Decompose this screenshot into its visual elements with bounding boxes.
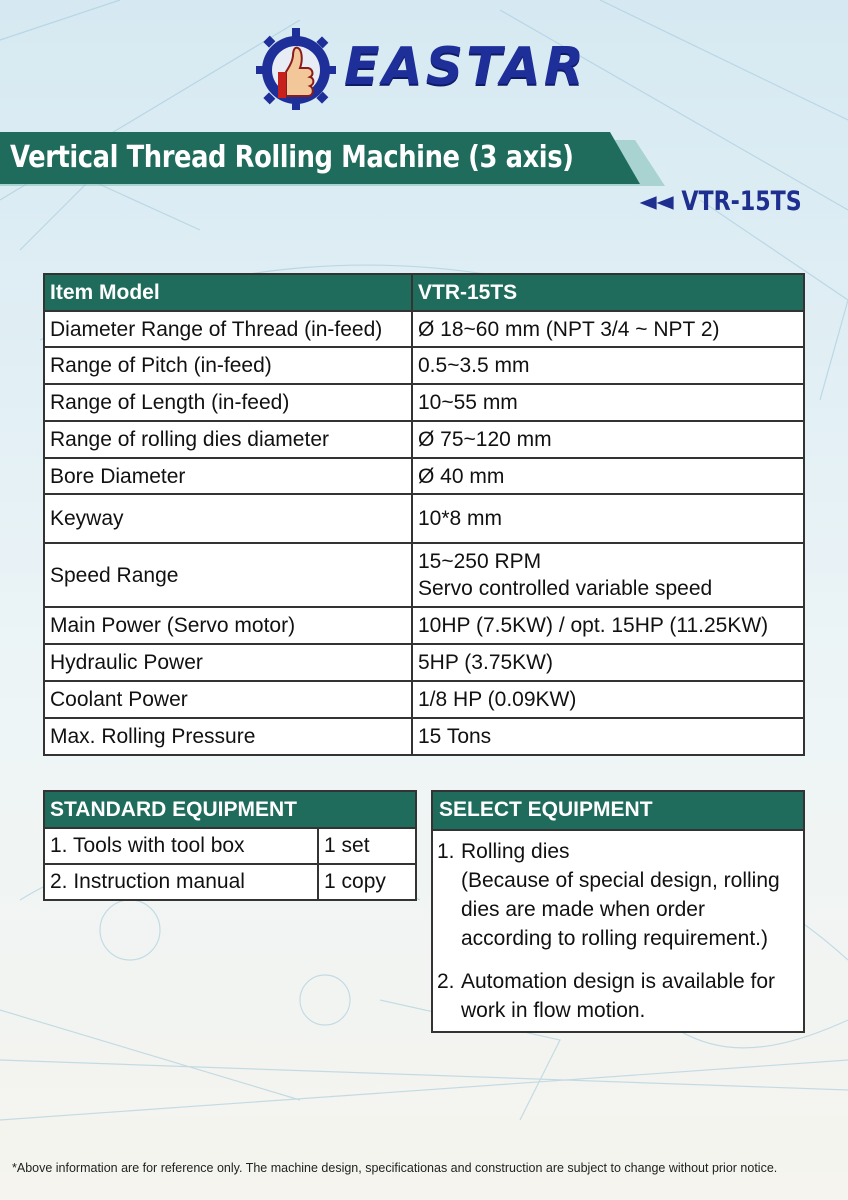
spec-value: Ø 75~120 mm [412,421,804,458]
table-row [44,864,416,900]
table-row [44,347,804,384]
spec-label: Range of Length (in-feed) [44,384,412,421]
equipment-qty: 1 set [318,828,416,864]
table-row [44,458,804,494]
list-number: 2. [437,970,455,993]
table-row [44,607,804,644]
table-row [44,421,804,458]
spec-value: 10HP (7.5KW) / opt. 15HP (11.25KW) [412,607,804,644]
select-item-text: Rolling dies [461,840,570,863]
spec-label: Speed Range [44,543,412,607]
spec-value-line: Servo controlled variable speed [418,577,713,600]
select-item-text: Automation design is available for work in flow motion. [461,970,776,1022]
spec-table [43,273,805,756]
spec-value: 10*8 mm [412,494,804,543]
standard-equipment-title: STANDARD EQUIPMENT [44,791,416,828]
spec-value: 10~55 mm [412,384,804,421]
thumbs-up-gear-icon [256,22,336,112]
spec-label: Hydraulic Power [44,644,412,681]
list-item [437,837,797,953]
table-row [44,543,804,607]
spec-label: Main Power (Servo motor) [44,607,412,644]
table-row [44,494,804,543]
select-equipment-title: SELECT EQUIPMENT [433,792,803,831]
spec-header-row [44,274,804,311]
spec-header-model: VTR-15TS [412,274,804,311]
list-number: 1. [437,840,455,863]
table-row [44,681,804,718]
spec-label: Diameter Range of Thread (in-feed) [44,311,412,347]
spec-label: Coolant Power [44,681,412,718]
equipment-qty: 1 copy [318,864,416,900]
select-item-note: (Because of special design, rolling dies are made when order according to rolling requirement.) [461,869,780,950]
select-equipment-list [433,831,803,1031]
spec-value: 5HP (3.75KW) [412,644,804,681]
list-item [437,967,797,1025]
table-row [44,828,416,864]
spec-label: Range of Pitch (in-feed) [44,347,412,384]
table-row [44,311,804,347]
page-title: Vertical Thread Rolling Machine (3 axis) [10,140,574,175]
spec-value [412,543,804,607]
spec-header-item: Item Model [44,274,412,311]
equipment-item: 1. Tools with tool box [44,828,318,864]
logo-wordmark: EASTAR [344,37,587,97]
eastar-logo [256,22,601,112]
table-row [44,644,804,681]
spec-value-line: 15~250 RPM [418,550,542,573]
spec-label: Range of rolling dies diameter [44,421,412,458]
standard-equipment-table [43,790,417,901]
table-row [44,384,804,421]
disclaimer: *Above information are for reference only. The machine design, specificationas and construction are subject to change without prior notice. [12,1161,778,1175]
spec-value: Ø 40 mm [412,458,804,494]
spec-label: Max. Rolling Pressure [44,718,412,755]
spec-label: Keyway [44,494,412,543]
model-tag [640,186,802,217]
spec-label: Bore Diameter [44,458,412,494]
standard-equipment-header [44,791,416,828]
spec-value: 15 Tons [412,718,804,755]
select-equipment-box [431,790,805,1033]
spec-value: 0.5~3.5 mm [412,347,804,384]
spec-value: Ø 18~60 mm (NPT 3/4 ~ NPT 2) [412,311,804,347]
model-name: VTR-15TS [681,186,802,217]
equipment-item: 2. Instruction manual [44,864,318,900]
table-row [44,718,804,755]
spec-value: 1/8 HP (0.09KW) [412,681,804,718]
double-arrow-icon: ◄◄ [639,186,674,217]
